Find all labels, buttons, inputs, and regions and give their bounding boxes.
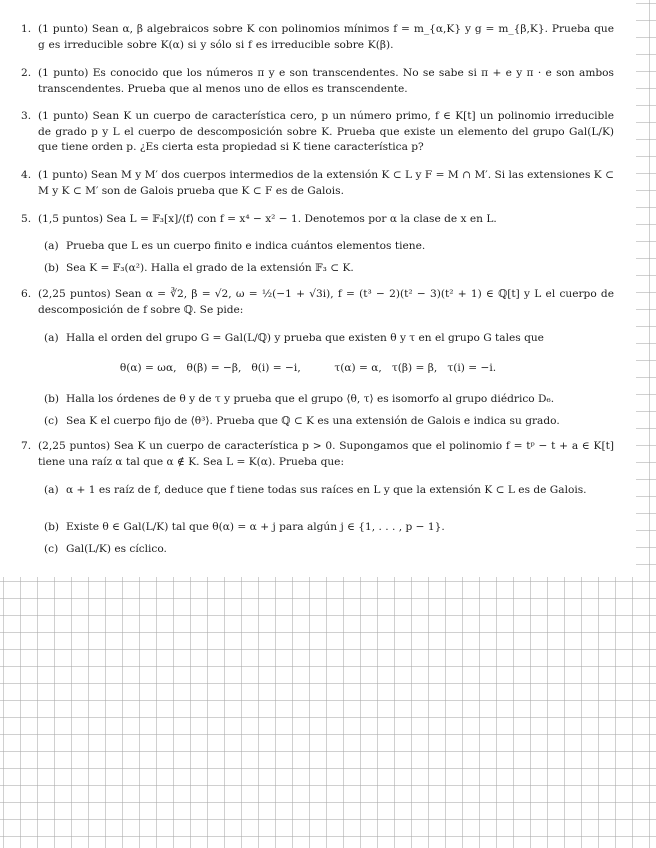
problem-7-item-b	[0, 520, 636, 536]
automorphism-definitions: θ(α) = ωα, θ(β) = −β, θ(i) = −i, τ(α) = α, τ(β) = β, τ(i) = −i.	[119, 362, 497, 374]
problem-6	[0, 287, 636, 318]
item-label: (b)	[44, 393, 60, 405]
item-text: Halla los órdenes de θ y de τ y prueba que el grupo ⟨θ, τ⟩ es isomorfo al grupo diédrico D₆.	[66, 393, 555, 405]
problem-number: 4.	[21, 169, 32, 181]
item-text: α + 1 es raíz de f, deduce que f tiene todas sus raíces en L y que la extensión K ⊂ L es de Galois.	[66, 484, 587, 496]
problem-text: (2,25 puntos) Sea K un cuerpo de característica p > 0. Supongamos que el polinomio f = tᵖ − t + a ∈ K[t] tiene una raíz α tal que α ∉ K. Sea L = K(α). Prueba que:	[38, 440, 614, 468]
problem-number: 2.	[21, 67, 32, 79]
item-label: (a)	[44, 332, 59, 344]
item-label: (b)	[44, 262, 60, 274]
problem-3	[0, 109, 636, 156]
problem-7-item-c	[0, 542, 636, 558]
problem-text: (1 punto) Sean M y M′ dos cuerpos intermedios de la extensión K ⊂ L y F = M ∩ M′. Si las extensiones K ⊂ M y K ⊂ M′ son de Galois prueba que K ⊂ F es de Galois.	[38, 169, 614, 197]
problem-5	[0, 212, 636, 228]
problem-number: 5.	[21, 213, 32, 225]
problem-2	[0, 66, 636, 97]
item-text: Sea K = 𝔽₃(α²). Halla el grado de la extensión 𝔽₃ ⊂ K.	[66, 262, 354, 274]
problem-text: (1 punto) Sean α, β algebraicos sobre K con polinomios mínimos f = m_{α,K} y g = m_{β,K}. Prueba que g es irreducible sobre K(α) si y sólo si f es irreducible sobre K(β).	[38, 23, 614, 51]
item-label: (a)	[44, 240, 59, 252]
problem-5-item-b	[0, 261, 636, 277]
problem-4	[0, 168, 636, 199]
problem-text: (2,25 puntos) Sean α = ∛2, β = √2, ω = ½(−1 + √3i), f = (t³ − 2)(t² − 3)(t² + 1) ∈ ℚ[t] y L el cuerpo de descomposición de f sobre ℚ. Se pide:	[38, 288, 614, 316]
item-text: Sea K el cuerpo fijo de ⟨θ³⟩. Prueba que ℚ ⊂ K es una extensión de Galois e indica su grado.	[66, 415, 560, 427]
item-label: (c)	[44, 543, 59, 555]
item-text: Existe θ ∈ Gal(L/K) tal que θ(α) = α + j para algún j ∈ {1, . . . , p − 1}.	[66, 521, 445, 533]
problem-7-item-a	[0, 483, 636, 499]
problem-number: 3.	[21, 110, 32, 122]
problem-number: 7.	[21, 440, 32, 452]
problem-6-item-a	[0, 331, 636, 347]
problem-number: 1.	[21, 23, 32, 35]
item-label: (c)	[44, 415, 59, 427]
item-text: Prueba que L es un cuerpo finito e indica cuántos elementos tiene.	[66, 240, 426, 252]
problem-text: (1 punto) Sean K un cuerpo de característica cero, p un número primo, f ∈ K[t] un polinomio irreducible de grado p y L el cuerpo de descomposición sobre K. Prueba que existe un elemento del grupo Gal(L/K) que tiene orden p. ¿Es cierta esta propiedad si K tiene característica p?	[38, 110, 614, 153]
item-label: (b)	[44, 521, 60, 533]
problem-text: (1 punto) Es conocido que los números π y e son transcendentes. No se sabe si π + e y π · e son ambos transcendentes. Prueba que al menos uno de ellos es transcendente.	[38, 67, 614, 95]
problem-6-item-b	[0, 392, 636, 408]
item-label: (a)	[44, 484, 59, 496]
problem-text: (1,5 puntos) Sea L = 𝔽₃[x]/⟨f⟩ con f = x⁴ − x² − 1. Denotemos por α la clase de x en L.	[38, 213, 497, 225]
problem-number: 6.	[21, 288, 32, 300]
problem-6-item-c	[0, 414, 636, 430]
problem-7	[0, 439, 636, 470]
problem-5-item-a	[0, 239, 636, 255]
problem-1	[0, 22, 636, 53]
item-text: Gal(L/K) es cíclico.	[66, 543, 167, 555]
item-text: Halla el orden del grupo G = Gal(L/ℚ) y prueba que existen θ y τ en el grupo G tales que	[66, 332, 544, 344]
